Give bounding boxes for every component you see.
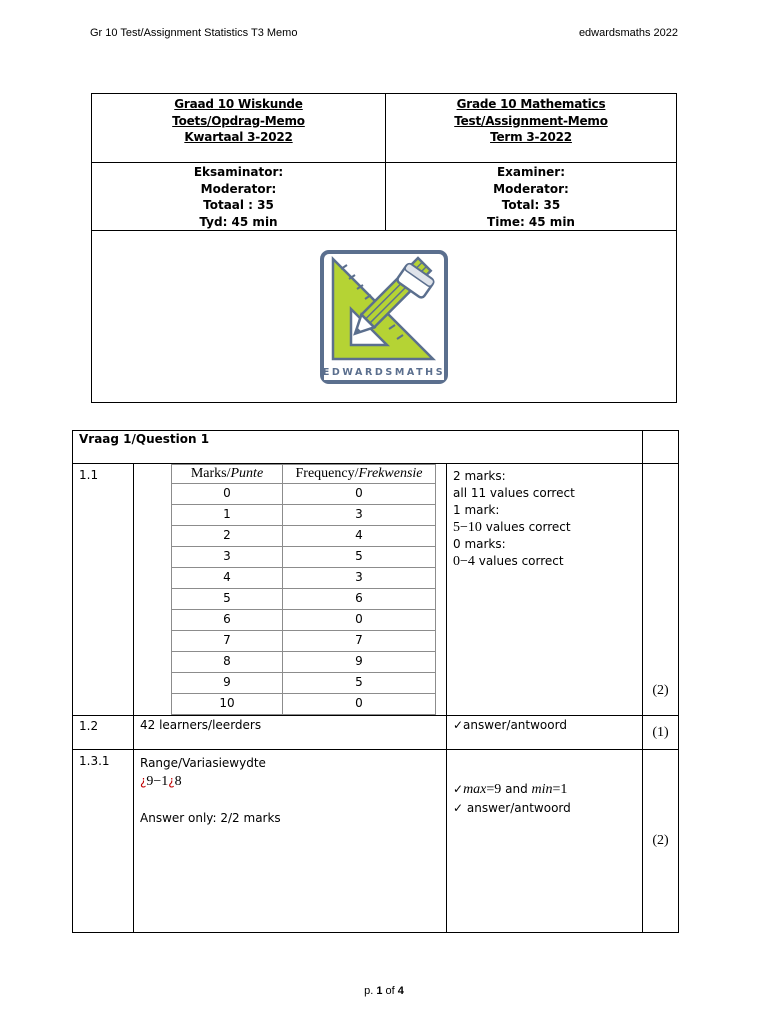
info-line: Eksaminator: (193, 165, 284, 179)
mark-cell: 10 (172, 694, 283, 715)
table-row (172, 631, 436, 652)
table-row (172, 589, 436, 610)
title-line: Test/Assignment-Memo (454, 113, 608, 128)
marks-header-cell (643, 431, 679, 464)
table-row (172, 673, 436, 694)
afrikaans-title (92, 94, 386, 163)
question-number: 1.1 (73, 464, 134, 716)
frequency-cell: 7 (283, 631, 436, 652)
table-row (172, 484, 436, 505)
mark-cell: 4 (172, 568, 283, 589)
english-info (386, 163, 677, 231)
question-title: Vraag 1/Question 1 (73, 431, 643, 464)
frequency-cell: 4 (283, 526, 436, 547)
criteria-line: 0 marks: (453, 537, 506, 551)
marks-allocation: (2) (643, 464, 679, 716)
info-line: Total: 35 (501, 198, 561, 212)
info-line: Examiner: (496, 165, 566, 179)
criteria-line: 2 marks: (453, 469, 506, 483)
table-row (172, 505, 436, 526)
criteria-line: 1 mark: (453, 503, 500, 517)
frequency-cell: 9 (283, 652, 436, 673)
frequency-table (171, 464, 436, 715)
marks-allocation: (1) (643, 716, 679, 750)
table-row (172, 652, 436, 673)
answer-line: Range/Variasiewydte (140, 756, 266, 770)
criteria-line: ✓ answer/antwoord (453, 801, 571, 815)
marking-criteria (447, 750, 643, 933)
criteria-line: ✓max=9 and min=1 (453, 782, 568, 797)
table-row (172, 568, 436, 589)
mark-cell: 5 (172, 589, 283, 610)
frequency-cell: 6 (283, 589, 436, 610)
marks-column-header: Marks/Punte (172, 465, 283, 484)
edwardsmaths-logo-icon (319, 249, 449, 385)
title-line: Graad 10 Wiskunde (174, 97, 303, 111)
mark-cell: 9 (172, 673, 283, 694)
info-line: Tyd: 45 min (199, 214, 278, 229)
title-line: Toets/Opdrag-Memo (172, 113, 305, 128)
title-line: Term 3-2022 (490, 130, 572, 144)
mark-cell: 3 (172, 547, 283, 568)
answer-note: Answer only: 2/2 marks (140, 811, 281, 825)
mark-cell: 1 (172, 505, 283, 526)
question-number: 1.2 (73, 716, 134, 750)
logo-text: EDWARDSMATHS (322, 366, 446, 378)
title-line: Kwartaal 3-2022 (184, 130, 293, 144)
frequency-cell: 0 (283, 694, 436, 715)
mark-cell: 6 (172, 610, 283, 631)
marks-allocation: (2) (643, 750, 679, 933)
frequency-cell: 3 (283, 568, 436, 589)
mark-cell: 7 (172, 631, 283, 652)
english-title (386, 94, 677, 163)
marking-criteria (447, 464, 643, 716)
table-row (172, 610, 436, 631)
frequency-cell: 5 (283, 673, 436, 694)
info-line: Moderator: (493, 181, 569, 196)
mark-cell: 2 (172, 526, 283, 547)
header-right: edwardsmaths 2022 (578, 27, 678, 39)
info-line: Moderator: (200, 181, 277, 196)
page-number: p. 1 of 4 (364, 985, 404, 997)
answer-cell: 42 learners/leerders (134, 716, 447, 750)
frequency-cell: 3 (283, 505, 436, 526)
logo-cell (92, 231, 677, 403)
title-line: Grade 10 Mathematics (456, 97, 606, 111)
header-left: Gr 10 Test/Assignment Statistics T3 Memo (90, 27, 298, 39)
marking-criteria: ✓answer/antwoord (447, 716, 643, 750)
frequency-column-header: Frequency/Frekwensie (283, 465, 436, 484)
table-row (172, 547, 436, 568)
info-line: Time: 45 min (487, 214, 575, 229)
criteria-line: 0−4 values correct (453, 554, 564, 569)
info-line: Totaal : 35 (203, 198, 274, 212)
mark-cell: 8 (172, 652, 283, 673)
question-number: 1.3.1 (73, 750, 134, 933)
mark-cell: 0 (172, 484, 283, 505)
calculation-line: ¿9−1¿8 (140, 774, 182, 789)
cover-table (91, 93, 677, 403)
criteria-line: all 11 values correct (453, 486, 575, 500)
answer-cell (134, 750, 447, 933)
table-row (172, 526, 436, 547)
table-row (172, 694, 436, 715)
afrikaans-info (92, 163, 386, 231)
frequency-cell: 5 (283, 547, 436, 568)
frequency-cell: 0 (283, 610, 436, 631)
question1-table (72, 430, 679, 933)
frequency-cell: 0 (283, 484, 436, 505)
criteria-line: 5−10 values correct (453, 520, 571, 535)
frequency-table-cell (134, 464, 447, 716)
